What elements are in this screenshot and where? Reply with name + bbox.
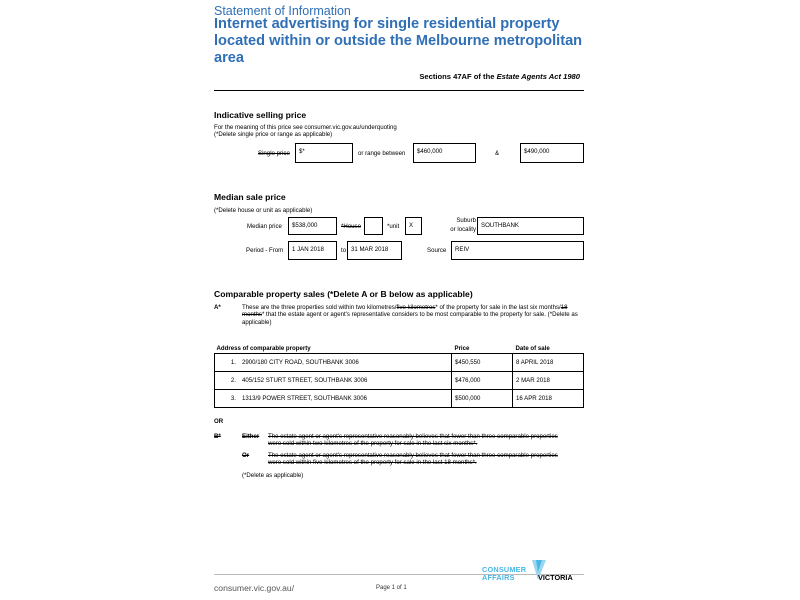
median-note: (*Delete house or unit as applicable) (214, 207, 313, 214)
to-label: to (341, 247, 347, 254)
source-field[interactable]: REIV (451, 241, 584, 260)
median-price-field[interactable]: $538,000 (288, 217, 337, 235)
option-a-text-1: These are the three properties sold within two kilometres/ (242, 304, 397, 311)
or-label: OR (214, 418, 224, 425)
either-text: The estate agent or agent's representative reasonably believes that fewer than three comparable properties were sold within two kilometres of the property for sale in the last six months*. (268, 433, 558, 448)
unit-field[interactable]: X (405, 217, 422, 235)
either-label: Either (242, 433, 260, 440)
logo-line-1: CONSUMER (482, 565, 527, 574)
suburb-label-2: or locality (450, 226, 476, 233)
suburb-label-1: Suburb (456, 217, 476, 224)
period-from-label: Period - From (246, 247, 284, 254)
page-number: Page 1 of 1 (376, 585, 407, 591)
row-price[interactable]: $500,000 (452, 390, 513, 408)
median-heading: Median sale price (214, 192, 286, 202)
column-address: Address of comparable property (216, 344, 311, 352)
table-header-row (215, 343, 584, 354)
column-price: Price (454, 344, 470, 352)
row-address[interactable]: 2900/180 CITY ROAD, SOUTHBANK 3006 (239, 354, 452, 372)
row-price[interactable]: $450,550 (452, 354, 513, 372)
indicative-note-1: For the meaning of this price see consumer.vic.gov.au/underquoting (214, 124, 397, 131)
option-a-text-3: * that the estate agent or agent's representative considers to be most comparable to the property for sale. (*Delete as applicable) (242, 311, 578, 326)
range-label: or range between (358, 150, 406, 157)
comparable-table (214, 343, 584, 408)
indicative-heading: Indicative selling price (214, 110, 307, 120)
and-label: & (495, 150, 500, 157)
row-date[interactable]: 16 APR 2018 (513, 390, 584, 408)
or2-text: The estate agent or agent's representative reasonably believes that fewer than three comparable properties were sold within five kilometres of the property for sale in the last 18 months*. (268, 452, 558, 467)
range-high-field[interactable]: $490,000 (520, 143, 584, 163)
table-row (215, 372, 584, 390)
logo-victoria: VICTORIA (538, 573, 573, 582)
row-number: 3. (215, 390, 240, 408)
indicative-note-2: (*Delete single price or range as applicable) (214, 131, 333, 138)
pre-title: Statement of Information (214, 4, 351, 18)
range-low-field[interactable]: $460,000 (413, 143, 476, 163)
row-date[interactable]: 8 APRIL 2018 (513, 354, 584, 372)
table-row (215, 390, 584, 408)
or2-label: Or (242, 452, 250, 459)
house-label (341, 223, 361, 230)
sections-reference (400, 72, 580, 81)
unit-label: *unit (387, 223, 400, 230)
option-a-label: A* (214, 304, 221, 311)
median-price-label: Median price (247, 223, 282, 230)
option-b-label: B* (214, 433, 221, 440)
option-a-strike-1: five kilometres (396, 304, 436, 311)
sections-act: Estate Agents Act 1980 (496, 72, 580, 81)
source-label: Source (427, 247, 447, 254)
row-address[interactable]: 405/152 STURT STREET, SOUTHBANK 3006 (239, 372, 452, 390)
option-a-text-2: * of the property for sale in the last six months/ (435, 304, 561, 311)
single-price-field[interactable]: $* (295, 143, 353, 163)
delete-note: (*Delete as applicable) (242, 472, 304, 479)
row-price[interactable]: $476,000 (452, 372, 513, 390)
consumer-affairs-victoria-logo (480, 558, 584, 588)
option-a-text (242, 304, 584, 326)
house-label-text: *House (341, 223, 361, 230)
row-date[interactable]: 2 MAR 2018 (513, 372, 584, 390)
suburb-field[interactable]: SOUTHBANK (477, 217, 584, 235)
footer-url[interactable]: consumer.vic.gov.au/ (214, 583, 295, 593)
option-a-strike-2: 18 months (242, 304, 568, 319)
single-price-label: Single price (258, 150, 290, 157)
logo-line-2: AFFAIRS (482, 573, 515, 582)
table-row (215, 354, 584, 372)
row-number: 1. (215, 354, 240, 372)
row-address[interactable]: 1313/9 POWER STREET, SOUTHBANK 3006 (239, 390, 452, 408)
period-from-field[interactable]: 1 JAN 2018 (288, 241, 337, 260)
sections-prefix: Sections 47AF of the (419, 72, 497, 81)
comparable-heading: Comparable property sales (*Delete A or B below as applicable) (214, 289, 473, 299)
document-title: Internet advertising for single residential property located within or outside the Melbourne metropolitan area (214, 16, 583, 66)
column-date: Date of sale (515, 344, 550, 352)
period-to-field[interactable]: 31 MAR 2018 (347, 241, 402, 260)
house-field[interactable] (364, 217, 383, 235)
row-number: 2. (215, 372, 240, 390)
header-divider (214, 90, 584, 91)
